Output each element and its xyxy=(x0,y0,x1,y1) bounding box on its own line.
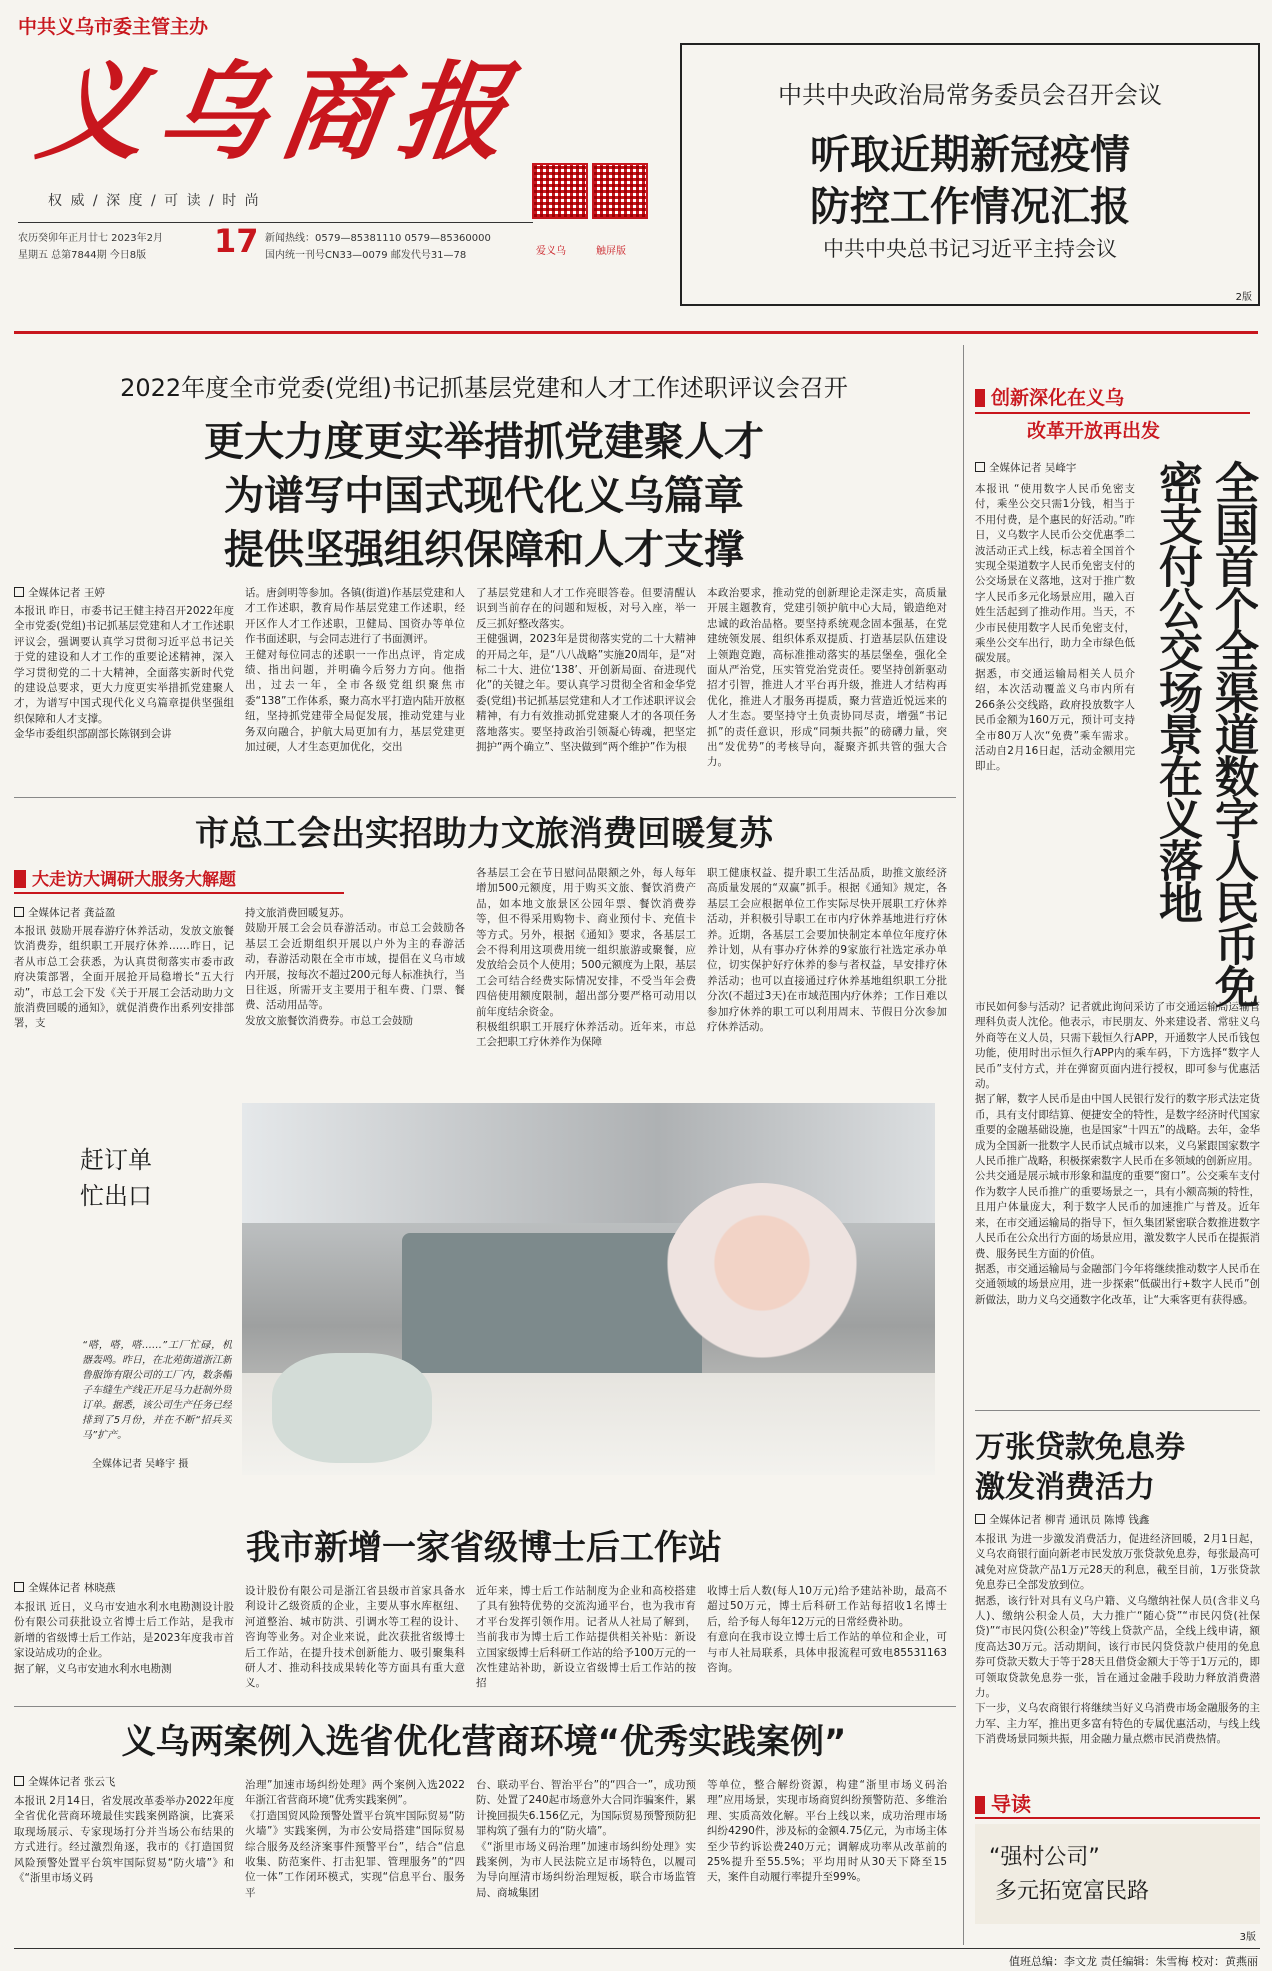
lead-divider xyxy=(14,797,956,798)
lead-headline-3: 提供坚强组织保障和人才支撑 xyxy=(224,527,744,573)
right-column-divider xyxy=(963,345,964,1945)
loan-headline-1: 万张贷款免息券 xyxy=(975,1430,1185,1465)
union-col-1: 本报讯 鼓励开展春游疗休养活动，发放文旅餐饮消费券，组织职工开展疗休养……昨日，记者从市总工会获悉，为认真贯彻落实市委市政府决策部署，全面开展抢开局稳增长“五大行动”，市总工会下发《关于开展工会活动助力文旅消费回暖的通知》，就促消费作出系列安排部署，支 xyxy=(14,925,234,1030)
qr-code-2[interactable] xyxy=(592,163,648,219)
reform-tag-line-1: 创新深化在义乌 xyxy=(975,383,1250,414)
cases-col-1: 本报讯 2月14日，省发展改革委举办2022年度全省优化营商环境最佳实践案例路演，比赛采取现场展示、专家现场打分并当场公布结果的方式进行。经过激烈角逐，我市的《打造国贸风险预警处置平台筑牢国际贸易“防火墙”》和《“浙里市场义码 xyxy=(14,1795,234,1885)
qr-label-1: 爱义乌 xyxy=(536,246,566,257)
cases-col-2: 治理”加速市场纠纷处理》两个案例入选2022年浙江省营商环境“优秀实践案例”。 《打造国贸风险预警处置平台筑牢国际贸易“防火墙”》实践案例，为市公安局搭建“国际贸易综合服务及经济案事件预警平台”，结合“信息收集、防范案件、打击犯罪、管理服务”的“四位一体”工作闭环模式，实现“信息平台、服务平 xyxy=(245,1779,465,1899)
guide-line-2: 多元拓宽富民路 xyxy=(995,1879,1150,1904)
guide-box[interactable] xyxy=(975,1788,1260,1943)
qr-label-2: 触屏版 xyxy=(596,246,626,257)
footer-rule xyxy=(14,1948,1260,1949)
union-col-3: 各基层工会在节日慰问品限额之外，每人每年增加500元额度，用于购买文旅、餐饮消费产品，如本地文旅景区公园年票、餐饮消费券等，但不得采用购物卡、商业预付卡、充值卡等方式。另外，根据《通知》要求，各基层工会不得利用这项费用统一组织旅游或聚餐，应发放给会员个人使用；500元额度为上限，基层工会可结合经费实际情况安排，不受当年会费四倍使用额度限制，超出部分要严格可动用以前年度结余资金。 积极组织职工开展疗休养活动。近年来，市总工会把职工疗休养作为保障 xyxy=(476,867,696,1049)
lead-col-2: 话。唐剑明等参加。各镇(街道)作基层党建和人才工作述职，教育局作基层党建工作述职，经开区作人才工作述职，卫健局、国资办等单位作书面述职，与会同志进行了书面测评。 王健对每位同志的述职一一作出点评，肯定成绩、指出问题，并明确今后努力方向。他指出，过去一年，全市各级党组织聚焦市委“138”工作体系，聚力高水平打造内陆开放枢纽，坚持抓党建带全局促发展，推动党建与业务双向融合，护航大局更加有力，基层党建更加过硬，人才生态更加优化，交出 xyxy=(245,587,465,754)
photo-title-1: 赶订单 xyxy=(80,1146,152,1174)
vertical-headline: 全国首个全渠道数字人民币免密支付公交场景在义落地 xyxy=(1151,460,1258,1006)
lead-byline: 全媒体记者 王婷 xyxy=(14,585,105,600)
masthead-divider xyxy=(18,222,533,223)
top-kicker: 中共中央政治局常务委员会召开会议 xyxy=(778,81,1162,109)
reform-tag xyxy=(975,383,1250,443)
factory-photo xyxy=(242,1103,935,1475)
loan-text: 本报讯 为进一步激发消费活力，促进经济回暖，2月1日起，义乌农商银行面向新老市民发放万张贷款免息券，每张最高可减免对应贷款产品1万元28天的利息，截至目前，1万张贷款免息券已全部发放到位。 据悉，该行针对具有义乌户籍、义乌缴纳社保人员(含非义乌人)、缴纳公积金人员，大力推广“随心贷”“市民闪贷(社保贷)”“市民闪贷(公积金)”等线上贷款产品，全线上线申请，额度高达30万元。活动期间，该行市民闪贷贷款户使用的免息券可贷款天数大于等于28天且借贷金额大于等于1万元的，即可领取贷款免息券一张，旨在通过金融手段助力释放消费潜力。 下一步，义乌农商银行将继续当好义乌消费市场金融服务的主力军、主力军，推出更多富有特色的专属优惠活动，与线上线下消费场景同频共振，用金融力量点燃市民消费热情。 xyxy=(975,1533,1260,1746)
digital-rmb-text-1: 本报讯 “使用数字人民币免密支付，乘坐公交只需1分钱，相当于不用付费，是个惠民的好活动。”昨日，义乌数字人民币公交优惠季二波活动正式上线，标志着全国首个实现全渠道数字人民币免密支付的公交场景在义落地，这对于推广数字人民币多元化场景应用，融入百姓生活起到了推动作用。当天，不少市民使用数字人民币免密支付，乘坐公交车出行，助力全市绿色低碳发展。 据悉，市交通运输局相关人员介绍，本次活动覆盖义乌市内所有266条公交线路，政府投放数字人民币金额为160万元，预计可支持全市80万人次“免费”乘车需求。活动自2月16日起，活动金额用完即止。 xyxy=(975,483,1135,773)
loan-headline-2: 激发消费活力 xyxy=(975,1470,1155,1505)
union-byline: 全媒体记者 龚益盈 xyxy=(14,905,115,920)
postdoc-headline: 我市新增一家省级博士后工作站 xyxy=(246,1528,722,1568)
postdoc-col-1: 本报讯 近日，义乌市安迪水利水电勘测设计股份有限公司获批设立省博士后工作站，是我市新增的省级博士后工作站，是2023年度我市首家设站成功的企业。 据了解，义乌市安迪水利水电勘测 xyxy=(14,1601,234,1675)
photo-fabric xyxy=(272,1353,432,1463)
postdoc-col-4: 收博士后人数(每人10万元)给予建站补助，最高不超过50万元，博士后科研工作站每招收1名博士后，给予每人每年12万元的日常经费补助。 有意向在我市设立博士后工作站的单位和企业，可与市人社局联系，具体申报流程可致电85531163咨询。 xyxy=(707,1585,947,1675)
top-news-box[interactable] xyxy=(680,43,1260,306)
cases-col-4: 等单位，整合解纷资源，构建“浙里市场义码治理”应用场景，实现市场商贸纠纷预警防范、多维治理、实质高效化解。平台上线以来，成功治理市场纠纷4290件，涉及标的金额4.75亿元，为市场主体至少节约诉讼费240万元；调解成功率从改革前的25%提升至55.5%；平均用时从30天下降至15天，案件自动履行率提升至99%。 xyxy=(707,1779,947,1884)
lead-col-1: 本报讯 昨日，市委书记王健主持召开2022年度全市党委(党组)书记抓基层党建和人才工作述职评议会，强调要认真学习贯彻习近平总书记关于党的建设和人才工作的重要论述精神，深入学习贯彻党的二十大精神，全面落实新时代党的建设总要求，更大力度更实举措抓党建聚人才，为谱写中国式现代化义乌篇章提供坚强组织保障和人才支撑。 金华市委组织部副部长陈钢到会讲 xyxy=(14,605,234,741)
photo-credit: 全媒体记者 吴峰宇 摄 xyxy=(92,1459,189,1470)
postdoc-byline: 全媒体记者 林晓燕 xyxy=(14,1580,115,1595)
masthead-red-rule xyxy=(14,331,1258,334)
hotline: 新闻热线：0579—85381110 0579—85360000 xyxy=(265,233,491,244)
top-headline-2: 防控工作情况汇报 xyxy=(810,184,1130,230)
postdoc-divider xyxy=(14,1706,956,1707)
lead-col-3: 了基层党建和人才工作亮眼答卷。但要清醒认识到当前存在的问题和短板，对号入座，举一反三抓好整改落实。 王健强调，2023年是贯彻落实党的二十大精神的开局之年，是“八八战略”实施20周年，是“对标二十大、进位‘138’、开创新局面、奋进现代化”的关键之年。要认真学习贯彻全省和金华党委(党组)书记抓基层党建和人才工作述职评议会精神，有力有效推动抓党建聚人才的各项任务落地落实。要坚持政治引领凝心铸魂，把坚定拥护“两个确立”、坚决做到“两个维护”作为根 xyxy=(476,587,696,754)
day-number: 17 xyxy=(214,222,259,260)
lead-headline-2: 为谱写中国式现代化义乌篇章 xyxy=(224,473,744,519)
loan-divider-top xyxy=(975,1410,1260,1411)
cases-headline: 义乌两案例入选省优化营商环境“优秀实践案例” xyxy=(121,1722,847,1762)
photo-machine xyxy=(402,1233,702,1383)
union-headline: 市总工会出实招助力文旅消费回暖复苏 xyxy=(195,814,773,854)
reform-tag-line-2: 改革开放再出发 xyxy=(1027,420,1161,442)
lead-col-4: 本政治要求，推动党的创新理论走深走实，高质量开展主题教育，党建引领护航中心大局，锻造绝对忠诚的政治品格。要坚持系统观念固本强基，在党建统领发展、组织体系双提质、打造基层队伍建设上领跑竞跑，高标准推动落实的基层堡垒，强化全面从严治党，压实管党治党责任。要坚持创新驱动招才引智，推进人才平台再升级，推进人才结构再优化，推进人才服务再提质，聚力营造近悦远来的人才生态。要坚持守土负责协同尽责，增强“书记抓”的责任意识，形成“同频共振”的磅礴力量，突出“发优势”的考核导向，凝聚齐抓共管的强大合力。 xyxy=(707,587,947,769)
union-col-4: 职工健康权益、提升职工生活品质，助推文旅经济高质量发展的“双赢”抓手。根据《通知》规定，各基层工会应根据单位工作实际尽快开展职工疗休养活动，并积极引导职工在市内疗休养基地进行疗休养。近期，各基层工会要加快制定本单位年度疗休养计划，从有事办疗休养的9家旅行社选定承办单位，切实保护好疗休养的参与者权益，早安排疗休养活动；也可以直接通过疗休养基地组织职工分批分次(不超过3天)在市域范围内疗休养；工作日难以参加疗休养的职工可以利用周末、节假日分次参加疗休养活动。 xyxy=(707,867,947,1034)
union-tag: 大走访大调研大服务大解题 xyxy=(14,868,344,894)
qr-code-1[interactable] xyxy=(532,163,588,219)
guide-page-ref: 3版 xyxy=(1239,1932,1256,1943)
cases-byline: 全媒体记者 张云飞 xyxy=(14,1774,115,1789)
digital-rmb-text-2: 市民如何参与活动？记者就此询问采访了市交通运输局运输管理科负责人沈伦。他表示，市民朋友、外来建设者、常驻义乌外商等在义人员，只需下载恒久行APP，开通数字人民币钱包功能，使用时出示恒久行APP内的乘车码，下方选择“数字人民币”支付方式，并在弹窗页面内进行授权，即可参与优惠活动。 据了解，数字人民币是由中国人民银行发行的数字形式法定货币，具有支付即结算、便捷安全的特性，是数字经济时代国家重要的金融基础设施，也是国家“十四五”的战略。去年，金华成为全国新一批数字人民币试点城市以来，义乌紧跟国家数字人民币推广战略，积极探索数字人民币在多领域的创新应用。 公共交通是展示城市形象和温度的重要“窗口”。公交乘车支付作为数字人民币推广的重要场景之一，具有小额高频的特性，且用户体量庞大，利于数字人民币的加速推广与普及。近年来，在市交通运输局的指导下，恒久集团紧密联合数推进数字人民币在公众出行方面的场景应用，激发数字人民币在提振消费、服务民生方面的价值。 据悉，市交通运输局与金融部门今年将继续推动数字人民币在交通领域的场景应用，进一步探索“低碳出行+数字人民币”创新做法，助力义乌交通数字化改革，让“大乘客更有获得感。 xyxy=(975,1001,1260,1306)
postdoc-col-3: 近年来，博士后工作站制度为企业和高校搭建了具有独特优势的交流沟通平台，也为我市育才平台发挥引领作用。记者从人社局了解到，当前我市为博士后工作站提供相关补贴：新设立国家级博士后科研工作站的给予100万元的一次性建站补助，新设立省级博士后工作站的按招 xyxy=(476,1585,696,1690)
top-subhead: 中共中央总书记习近平主持会议 xyxy=(823,237,1117,261)
guide-tag: 导读 xyxy=(975,1788,1260,1819)
newspaper-logo: 义乌商报 xyxy=(31,49,529,174)
photo-worker xyxy=(662,1183,862,1383)
photo-caption: “嗒，嗒，嗒……”工厂忙碌，机器轰鸣。昨日，在北苑街道浙江新鲁服饰有限公司的工厂内，数条帽子车缝生产线正开足马力赶制外贸订单。据悉，该公司生产任务已经排到了5月份，并在不断“招兵买马”扩产。 xyxy=(82,1340,232,1441)
guide-line-1: “强村公司” xyxy=(989,1845,1100,1870)
slogan: 权 威 / 深 度 / 可 读 / 时 尚 xyxy=(48,193,261,209)
postdoc-col-2: 设计股份有限公司是浙江省县级市首家具备水利设计乙级资质的企业，主要从事水库枢纽、河道整治、城市防洪、引调水等工程的设计、咨询等业务。对企业来说，此次获批省级博士后工作站，在提升技术创新能力、吸引聚集科研人才、推动科技成果转化等方面具有重大意义。 xyxy=(245,1585,465,1690)
sponsor-line: 中共义乌市委主管主办 xyxy=(18,16,209,38)
union-col-2: 持文旅消费回暖复苏。 鼓励开展工会会员春游活动。市总工会鼓励各基层工会近期组织开展以户外为主的春游活动，春游活动限在全市市域，提倡在义乌市域内开展，按每次不超过200元每人标准执行，当日往返，所需开支主要用于租车费、门票、餐费、活动用品等。 发放文旅餐饮消费券。市总工会鼓励 xyxy=(245,907,465,1027)
right-byline: 全媒体记者 吴峰宇 xyxy=(975,460,1076,475)
top-headline-1: 听取近期新冠疫情 xyxy=(810,132,1130,178)
lead-kicker: 2022年度全市党委(党组)书记抓基层党建和人才工作述职评议会召开 xyxy=(120,374,848,402)
top-page-ref: 2版 xyxy=(1235,292,1252,303)
footer-credits: 值班总编：李文龙 责任编辑：朱雪梅 校对：黄燕丽 xyxy=(1009,1955,1258,1968)
issn-line: 国内统一刊号CN33—0079 邮发代号31—78 xyxy=(265,250,467,261)
date-line-2: 星期五 总第7844期 今日8版 xyxy=(18,250,147,261)
cases-col-3: 台、联动平台、智治平台”的“四合一”，成功预防、处置了240起市场意外大合同诈骗案件，累计挽回损失6.156亿元，为国际贸易预警预防犯罪构筑了强有力的“防火墙”。 《“浙里市场义码治理”加速市场纠纷处理》实践案例，为市人民法院立足市场特色，以履司为导向厘清市场纠纷治理短板，联合市场监管局、商城集团 xyxy=(476,1779,696,1899)
loan-byline: 全媒体记者 柳青 通讯员 陈博 钱鑫 xyxy=(975,1512,1149,1527)
date-line-1: 农历癸卯年正月廿七 2023年2月 xyxy=(18,233,163,244)
lead-headline-1: 更大力度更实举措抓党建聚人才 xyxy=(204,419,764,465)
photo-window xyxy=(242,1103,935,1223)
photo-title-2: 忙出口 xyxy=(80,1182,152,1210)
